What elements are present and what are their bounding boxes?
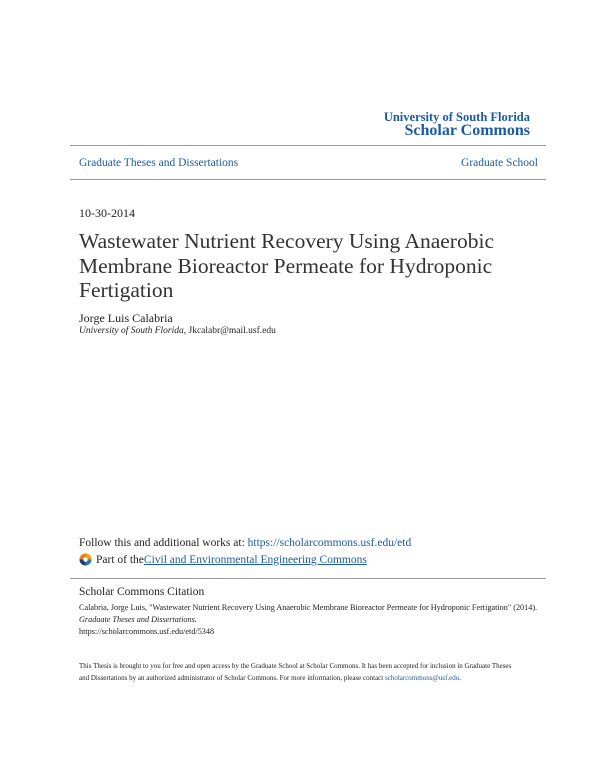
university-name[interactable]: University of South Florida <box>383 110 530 124</box>
affiliation-institution: University of South Florida <box>79 326 184 336</box>
author-name: Jorge Luis Calabria <box>79 311 173 325</box>
citation-heading: Scholar Commons Citation <box>79 586 205 598</box>
part-of-label: Part of the <box>96 553 144 566</box>
commons-link[interactable]: Civil and Environmental Engineering Commons <box>143 553 367 566</box>
follow-line <box>79 537 411 549</box>
follow-label: Follow this and additional works at: <box>79 537 248 549</box>
access-notice <box>79 661 519 684</box>
school-link[interactable]: Graduate School <box>461 157 538 169</box>
notice-text: This Thesis is brought to you for free and open access by the Graduate School at Scholar Commons. It has been accepted for inclusion in Graduate Theses and Dissertations by an authorized administrator of Scholar Commons. For more information, please contact <box>79 662 512 682</box>
network-commons-icon <box>79 553 92 566</box>
affiliation-email: , Jkcalabr@mail.usf.edu <box>183 326 276 336</box>
citation-url[interactable]: https://scholarcommons.usf.edu/etd/5348 <box>79 627 215 636</box>
repository-name[interactable]: Scholar Commons <box>404 122 530 139</box>
author-affiliation <box>79 326 276 336</box>
contact-email-link[interactable]: scholarcommons@usf.edu <box>384 673 460 682</box>
citation-rule <box>70 578 546 579</box>
publication-date: 10-30-2014 <box>79 206 135 220</box>
citation-body <box>79 602 539 638</box>
citation-series: Graduate Theses and Dissertations. <box>79 615 197 624</box>
follow-url-link[interactable]: https://scholarcommons.usf.edu/etd <box>247 537 412 549</box>
header-rule-top <box>70 145 546 146</box>
header-rule-bottom <box>70 179 546 180</box>
citation-text: Calabria, Jorge Luis, "Wastewater Nutrient Recovery Using Anaerobic Membrane Bioreactor Permeate for Hydroponic Fertigation" (2014). <box>79 603 538 612</box>
notice-end: . <box>459 673 462 682</box>
part-of-line <box>79 553 367 566</box>
document-title: Wastewater Nutrient Recovery Using Anaerobic Membrane Bioreactor Permeate for Hydroponic Fertigation <box>79 229 494 302</box>
collection-link[interactable]: Graduate Theses and Dissertations <box>79 157 239 169</box>
